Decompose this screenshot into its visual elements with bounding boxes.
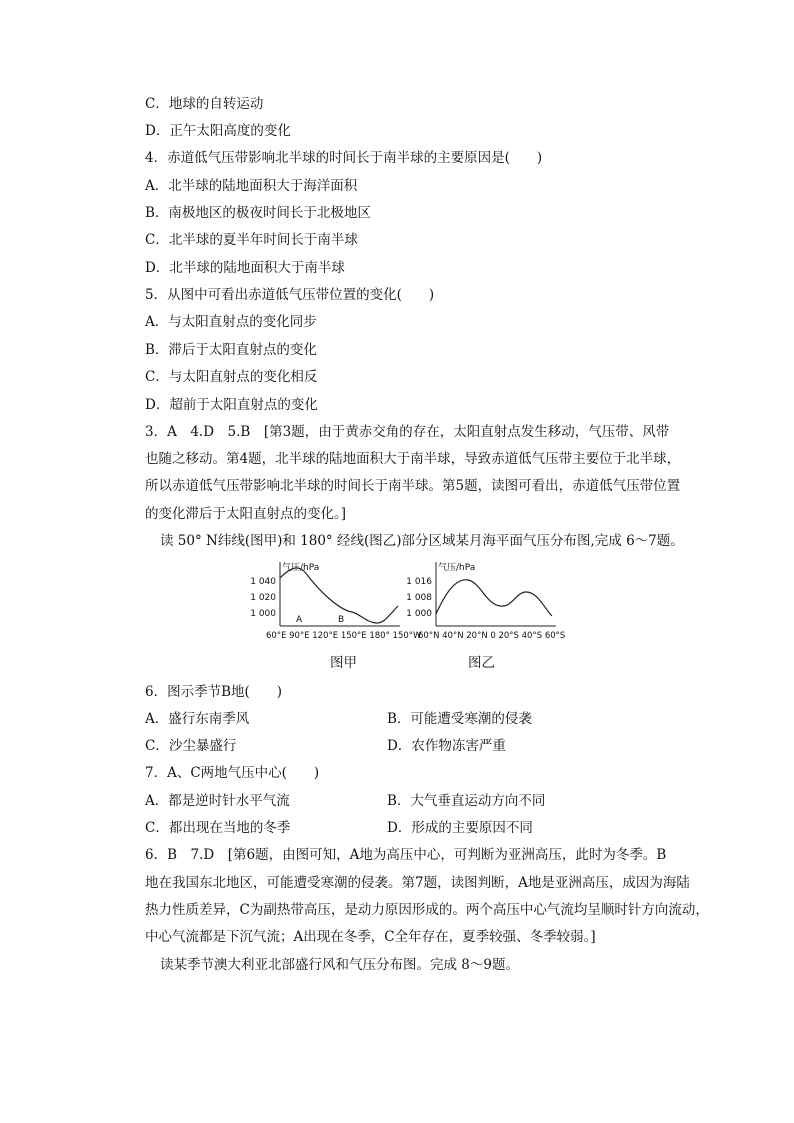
answer-text: 3．A 4.D 5.B [第3题，由于黄赤交角的存在，太阳直射点发生移动，气压带、风带 — [145, 424, 670, 440]
option-text: C．都出现在当地的冬季 — [145, 820, 291, 836]
option-text: B．滞后于太阳直射点的变化 — [145, 342, 317, 358]
option-text: D．农作物冻害严重 — [387, 738, 506, 754]
option-text: C．地球的自转运动 — [145, 96, 264, 112]
answer-text: 中心气流都是下沉气流；A出现在冬季，C全年存在，夏季较强、冬季较弱。] — [145, 929, 596, 945]
option-text: D．正午太阳高度的变化 — [145, 123, 291, 139]
option-text: D．形成的主要原因不同 — [387, 820, 533, 836]
option-text: A．都是逆时针水平气流 — [145, 793, 290, 809]
answer-text: 6．B 7.D [第6题，由图可知，A地为高压中心，可判断为亚洲高压，此时为冬季。B — [145, 847, 667, 863]
option-text: A．与太阳直射点的变化同步 — [145, 314, 317, 330]
question-6: 6．图示季节B地( ) — [145, 684, 283, 700]
question-4: 4．赤道低气压带影响北半球的时间长于南半球的主要原因是( ) — [145, 150, 543, 166]
question-5: 5．从图中可看出赤道低气压带位置的变化( ) — [145, 287, 435, 303]
figure-a-ytick: 1 000 — [250, 609, 276, 619]
figure-a-caption: 图甲 — [330, 655, 357, 671]
option-text: B．可能遭受寒潮的侵袭 — [387, 711, 532, 727]
option-text: D．北半球的陆地面积大于南半球 — [145, 260, 345, 276]
answer-text: 热力性质差异，C为副热带高压，是动力原因形成的。两个高压中心气流均呈顺时针方向流动， — [145, 902, 709, 918]
option-text: C．与太阳直射点的变化相反 — [145, 369, 318, 385]
figure-b-xlabels: 60°N 40°N 20°N 0 20°S 40°S 60°S — [418, 631, 566, 641]
answer-text: 也随之移动。第4题，北半球的陆地面积大于南半球，导致赤道低气压带主要位于北半球， — [145, 451, 681, 467]
figure-a-ytick: 1 020 — [250, 593, 276, 603]
figure-a-point-a: A — [296, 615, 303, 625]
answer-text: 地在我国东北地区，可能遭受寒潮的侵袭。第7题，读图判断，A地是亚洲高压，成因为海陆 — [145, 875, 690, 891]
option-text: B．大气垂直运动方向不同 — [387, 793, 546, 809]
option-text: D．超前于太阳直射点的变化 — [145, 397, 318, 413]
option-text: A．盛行东南季风 — [145, 711, 250, 727]
figure-b-ytick: 1 008 — [406, 593, 432, 603]
figure-b-caption: 图乙 — [468, 655, 495, 671]
figure-b-curve — [436, 580, 552, 616]
intro-text: 读某季节澳大利亚北部盛行风和气压分布图。完成 8～9题。 — [160, 957, 519, 973]
answer-text: 所以赤道低气压带影响北半球的时间长于南半球。第5题，读图可看出，赤道低气压带位置 — [145, 478, 681, 494]
figure-b-chart — [406, 558, 566, 644]
option-text: C．北半球的夏半年时间长于南半球 — [145, 232, 358, 248]
figure-b-ylabel: 气压/hPa — [438, 563, 476, 573]
figure-a-point-b: B — [338, 615, 345, 625]
figure-a-ytick: 1 040 — [250, 577, 276, 587]
figure-b-ytick: 1 000 — [406, 609, 432, 619]
intro-text: 读 50° N纬线(图甲)和 180° 经线(图乙)部分区域某月海平面气压分布图,完成 6～7题。 — [160, 533, 684, 549]
option-text: B．南极地区的极夜时间长于北极地区 — [145, 205, 371, 221]
question-7: 7．A、C两地气压中心( ) — [145, 765, 320, 781]
option-text: C．沙尘暴盛行 — [145, 738, 237, 754]
figure-a-ylabel: 气压/hPa — [282, 563, 320, 573]
figure-a-xlabels: 60°E 90°E 120°E 150°E 180° 150°W — [266, 631, 422, 641]
option-text: A．北半球的陆地面积大于海洋面积 — [145, 178, 358, 194]
answer-text: 的变化滞后于太阳直射点的变化。] — [145, 506, 347, 522]
figure-b-ytick: 1 016 — [406, 577, 432, 587]
